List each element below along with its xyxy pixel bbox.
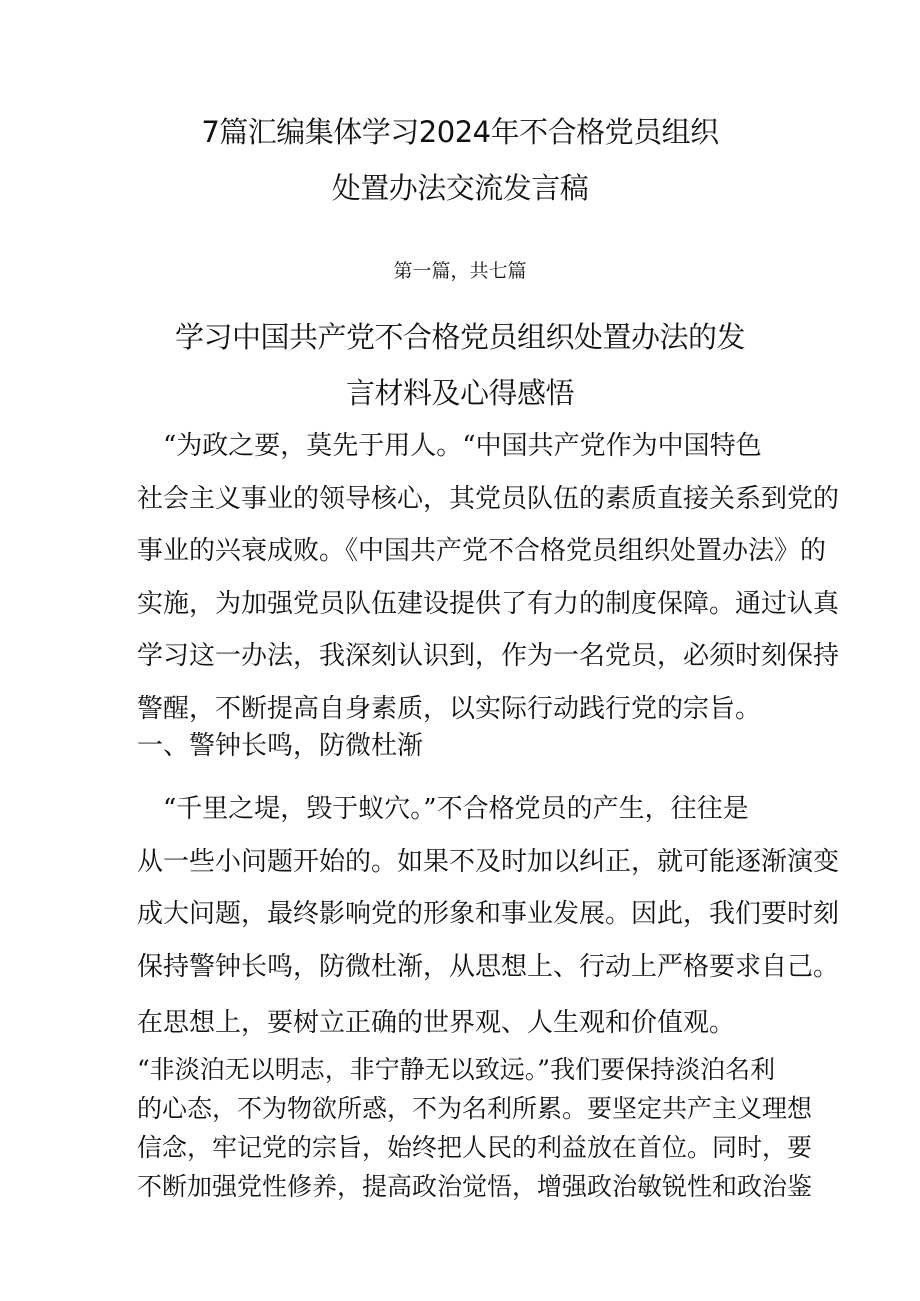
section-title-line: 言材料及心得感悟 — [345, 376, 574, 410]
body-paragraph — [137, 1050, 813, 1206]
text-line: 学习这一办法，我深刻认识到，作为一名党员，必须时刻保持 — [137, 641, 840, 671]
body-paragraph — [137, 420, 840, 735]
text-line: 在思想上，要树立正确的世界观、人生观和价值观。 — [137, 1008, 736, 1038]
document-title — [0, 104, 920, 216]
text-line: 实施，为加强党员队伍建设提供了有力的制度保障。通过认真 — [137, 588, 840, 619]
text-line: 从一些小问题开始的。如果不及时加以纠正，就可能逐渐演变 — [137, 846, 840, 877]
text-line: 保持警钟长鸣，防微杜渐，从思想上、行动上严格要求自己。 — [137, 951, 840, 982]
text-line: 成大问题，最终影响党的形象和事业发展。因此，我们要时刻 — [137, 899, 840, 929]
text-line: 事业的兴衰成败。《中国共产党不合格党员组织处置办法》的 — [137, 536, 827, 566]
section-number: 第一篇，共七篇 — [393, 260, 527, 282]
title-line: 7篇汇编集体学习2024年不合格党员组织 — [201, 115, 719, 149]
text-line: 一、警钟长鸣，防微杜渐 — [137, 731, 424, 761]
text-line: 社会主义事业的领导核心，其党员队伍的素质直接关系到党的 — [137, 483, 840, 514]
text-line: “千里之堤，毁于蚁穴。”不合格党员的产生，往往是 — [137, 794, 749, 824]
title-line: 处置办法交流发言稿 — [331, 171, 589, 205]
text-line: 不断加强党性修养，提高政治觉悟，增强政治敏锐性和政治鉴 — [137, 1172, 813, 1201]
section-heading — [137, 726, 797, 766]
section-title-line: 学习中国共产党不合格党员组织处置办法的发 — [174, 320, 745, 354]
text-line: “为政之要，莫先于用人。“中国共产党作为中国特色 — [137, 431, 762, 461]
text-line: “非淡泊无以明志，非宁静无以致远。”我们要保持淡泊名利 — [137, 1055, 776, 1084]
section-title — [0, 309, 920, 421]
text-line: 的心态，不为物欲所惑，不为名利所累。要坚定共产主义理想 — [137, 1094, 813, 1123]
body-paragraph — [137, 1003, 797, 1043]
text-line: 警醒，不断提高自身素质，以实际行动践行党的宗旨。 — [137, 693, 762, 724]
text-line: 信念，牢记党的宗旨，始终把人民的利益放在首位。同时，要 — [137, 1133, 813, 1162]
body-paragraph — [137, 783, 840, 993]
